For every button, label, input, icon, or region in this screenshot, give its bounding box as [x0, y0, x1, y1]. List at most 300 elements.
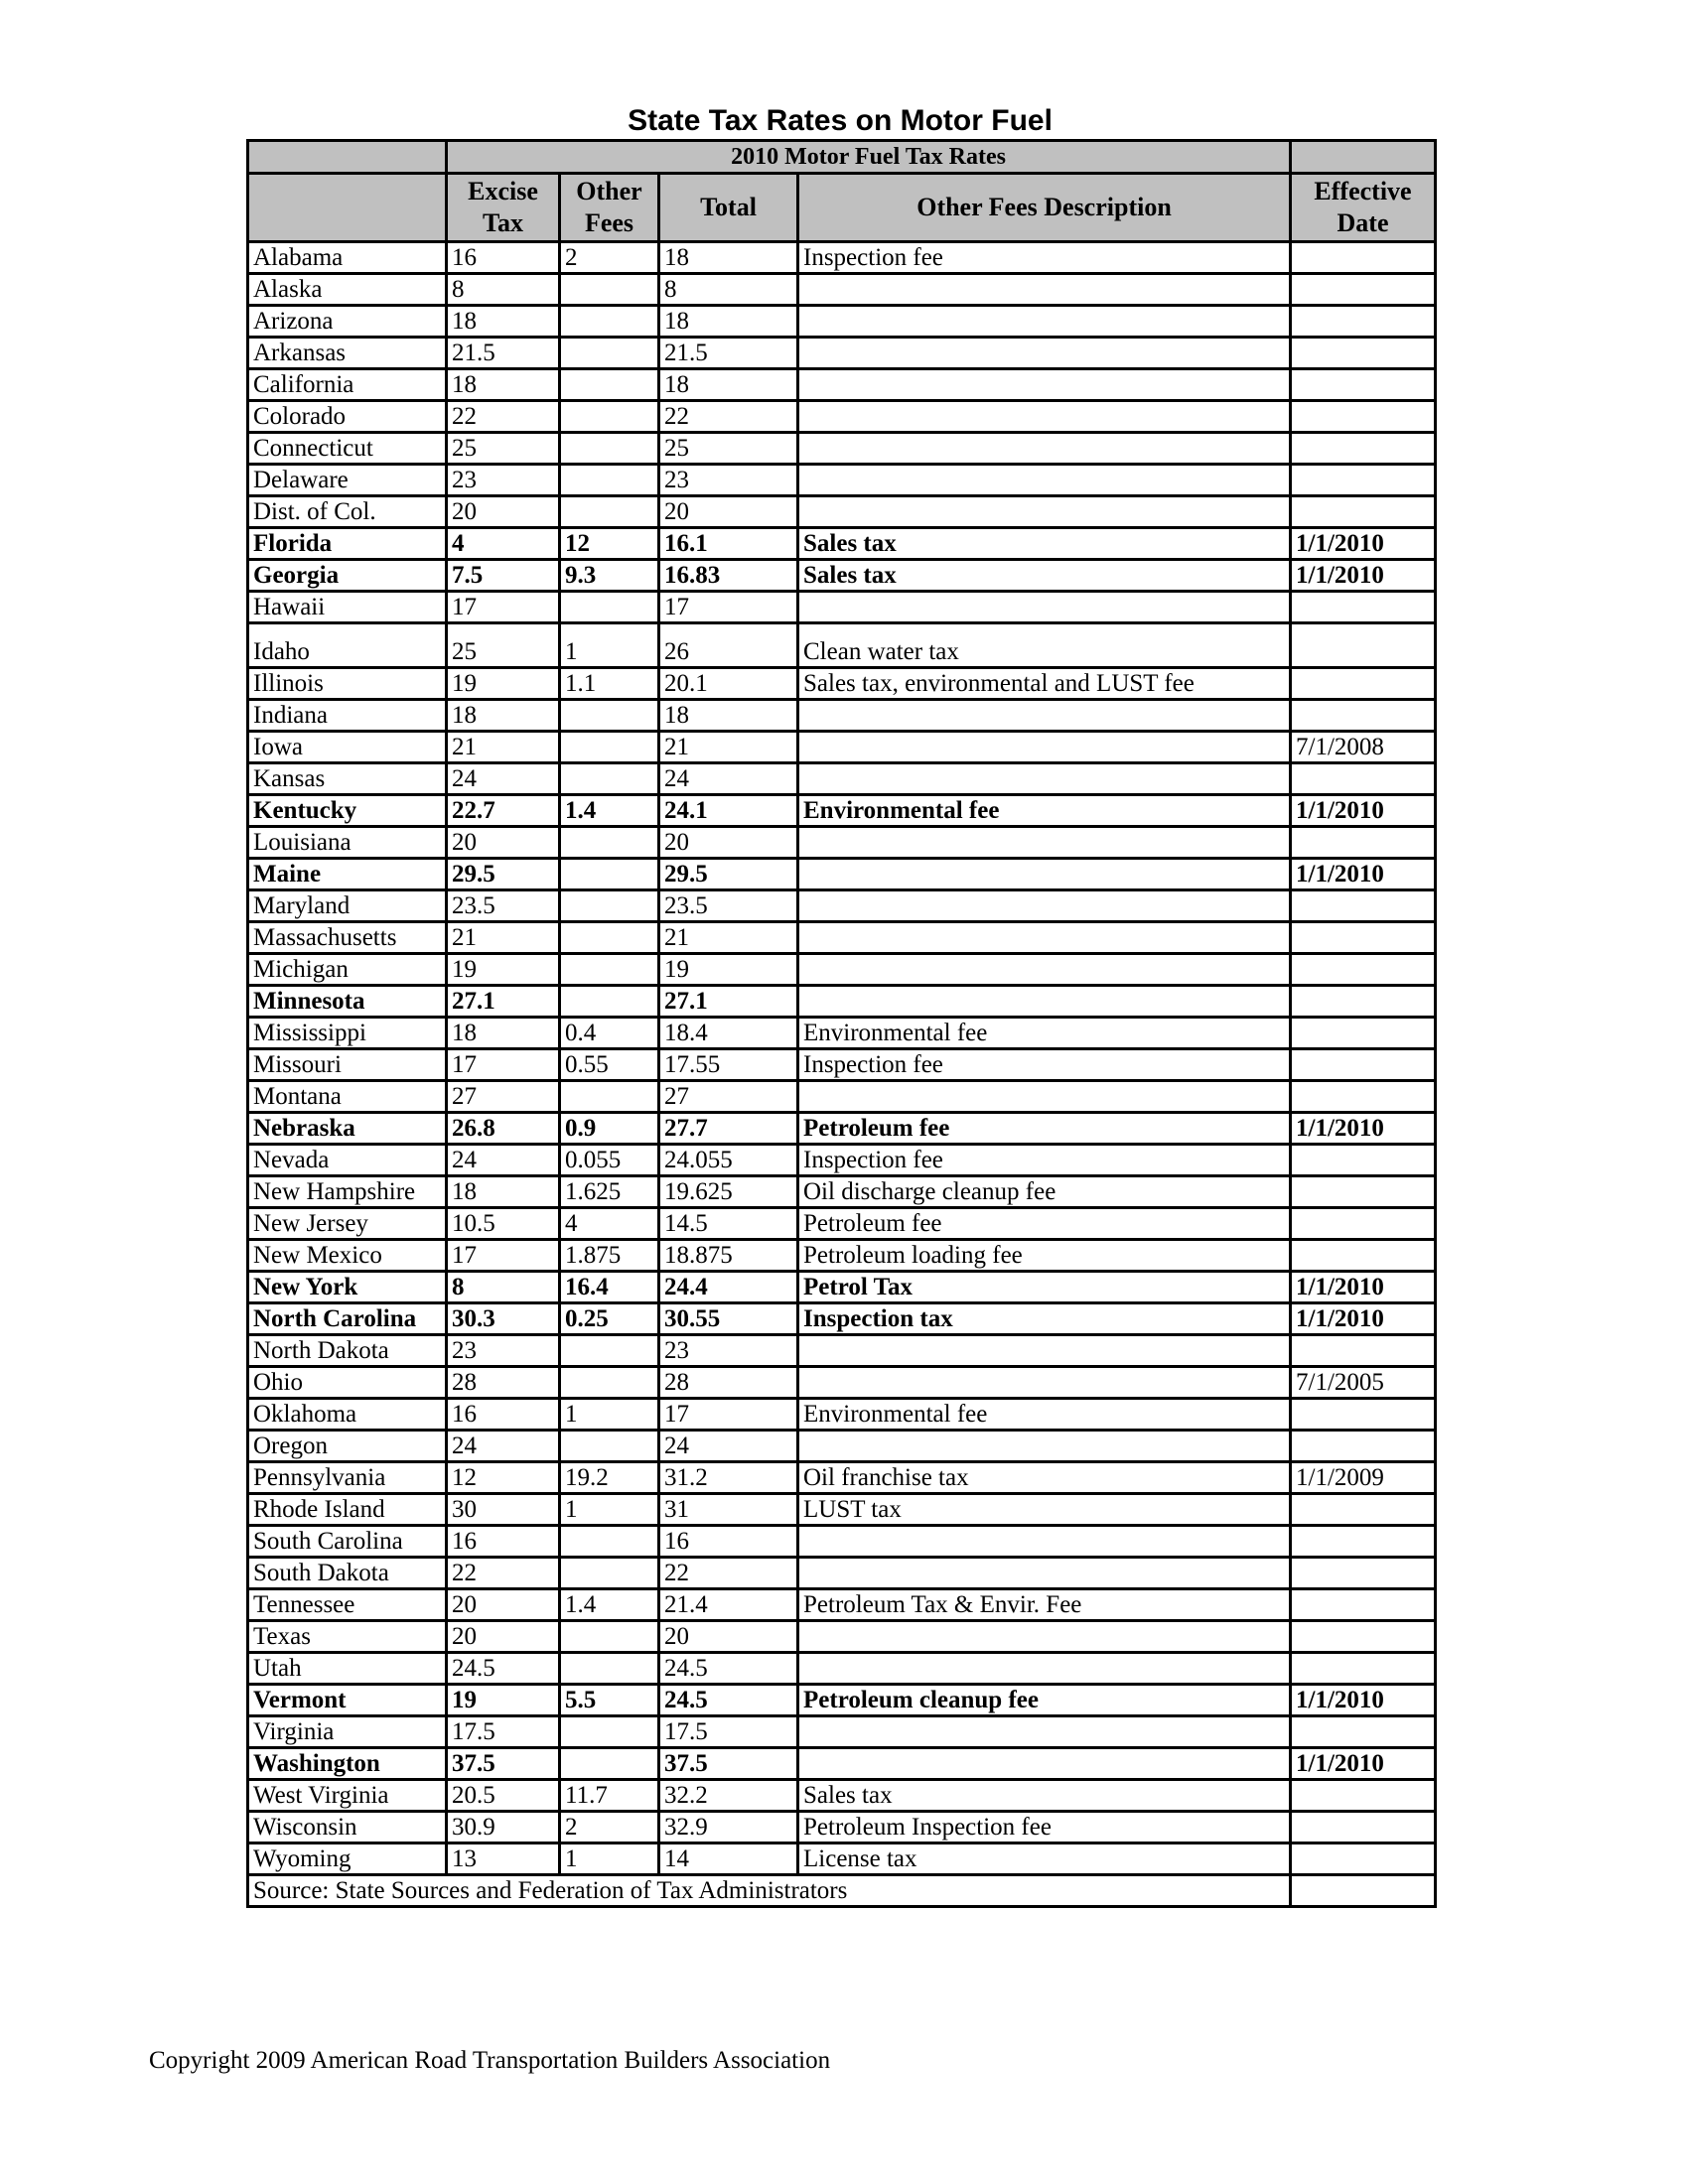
effective-date-cell: [1291, 700, 1436, 732]
column-header-row: [248, 174, 1436, 242]
excise-tax-cell: 20: [447, 1589, 560, 1621]
effective-date-cell: [1291, 1335, 1436, 1367]
other-fees-cell: [560, 890, 659, 922]
effective-date-cell: 7/1/2008: [1291, 732, 1436, 763]
excise-tax-cell: 17.5: [447, 1716, 560, 1748]
excise-tax-cell: 17: [447, 592, 560, 623]
effective-date-cell: 1/1/2009: [1291, 1462, 1436, 1494]
other-fees-cell: 12: [560, 528, 659, 560]
excise-tax-cell: 16: [447, 242, 560, 274]
state-cell: Arkansas: [248, 338, 447, 369]
table-row: [248, 922, 1436, 954]
state-cell: California: [248, 369, 447, 401]
state-cell: Minnesota: [248, 986, 447, 1018]
other-fees-cell: [560, 954, 659, 986]
effective-date-cell: 1/1/2010: [1291, 1303, 1436, 1335]
fee-description-cell: Sales tax: [798, 528, 1291, 560]
other-fees-cell: 4: [560, 1208, 659, 1240]
state-cell: Colorado: [248, 401, 447, 433]
excise-tax-cell: 17: [447, 1240, 560, 1272]
effective-date-cell: 1/1/2010: [1291, 1748, 1436, 1780]
table-row: [248, 1431, 1436, 1462]
other-fees-cell: [560, 274, 659, 306]
table-row: [248, 1526, 1436, 1558]
state-cell: Virginia: [248, 1716, 447, 1748]
other-fees-cell: [560, 1748, 659, 1780]
fee-description-cell: Petroleum Inspection fee: [798, 1812, 1291, 1843]
other-fees-cell: 0.9: [560, 1113, 659, 1145]
total-cell: 16.1: [659, 528, 798, 560]
total-cell: 22: [659, 1558, 798, 1589]
fee-description-cell: [798, 1653, 1291, 1685]
effective-date-cell: [1291, 1081, 1436, 1113]
table-row: [248, 1558, 1436, 1589]
other-fees-cell: 1.4: [560, 795, 659, 827]
group-header: 2010 Motor Fuel Tax Rates: [447, 141, 1291, 174]
effective-date-cell: [1291, 1208, 1436, 1240]
other-fees-cell: [560, 1431, 659, 1462]
total-cell: 18.875: [659, 1240, 798, 1272]
excise-tax-cell: 20.5: [447, 1780, 560, 1812]
other-fees-cell: 5.5: [560, 1685, 659, 1716]
effective-date-cell: [1291, 1558, 1436, 1589]
other-fees-cell: 1: [560, 623, 659, 668]
copyright-notice: Copyright 2009 American Road Transportation Builders Association: [149, 2047, 831, 2074]
effective-date-cell: [1291, 1621, 1436, 1653]
fee-description-cell: Inspection fee: [798, 1049, 1291, 1081]
table-row: [248, 1335, 1436, 1367]
state-cell: Massachusetts: [248, 922, 447, 954]
total-cell: 24.5: [659, 1685, 798, 1716]
effective-date-cell: [1291, 1018, 1436, 1049]
excise-tax-cell: 30: [447, 1494, 560, 1526]
total-cell: 24.055: [659, 1145, 798, 1176]
table-row: [248, 1589, 1436, 1621]
total-cell: 25: [659, 433, 798, 465]
fee-description-cell: [798, 1558, 1291, 1589]
state-cell: New Mexico: [248, 1240, 447, 1272]
fee-description-cell: [798, 306, 1291, 338]
effective-date-cell: [1291, 922, 1436, 954]
fee-description-cell: [798, 859, 1291, 890]
total-cell: 20: [659, 827, 798, 859]
effective-date-cell: [1291, 1653, 1436, 1685]
excise-tax-cell: 23: [447, 1335, 560, 1367]
table-row: [248, 700, 1436, 732]
table-row: [248, 859, 1436, 890]
fee-description-cell: [798, 592, 1291, 623]
total-cell: 21.5: [659, 338, 798, 369]
total-cell: 24.4: [659, 1272, 798, 1303]
fee-description-cell: [798, 827, 1291, 859]
total-cell: 17.5: [659, 1716, 798, 1748]
total-cell: 32.2: [659, 1780, 798, 1812]
state-cell: Illinois: [248, 668, 447, 700]
state-cell: Maryland: [248, 890, 447, 922]
state-cell: West Virginia: [248, 1780, 447, 1812]
state-cell: Rhode Island: [248, 1494, 447, 1526]
table-row: [248, 1494, 1436, 1526]
effective-date-cell: [1291, 1431, 1436, 1462]
excise-tax-cell: 27: [447, 1081, 560, 1113]
fee-description-cell: LUST tax: [798, 1494, 1291, 1526]
state-cell: Georgia: [248, 560, 447, 592]
effective-date-cell: [1291, 1716, 1436, 1748]
other-fees-cell: [560, 433, 659, 465]
other-fees-cell: [560, 338, 659, 369]
fee-description-cell: [798, 465, 1291, 496]
effective-date-cell: [1291, 763, 1436, 795]
other-fees-cell: [560, 465, 659, 496]
excise-tax-cell: 4: [447, 528, 560, 560]
effective-date-cell: [1291, 890, 1436, 922]
page-title: State Tax Rates on Motor Fuel: [628, 104, 1053, 137]
effective-date-cell: 1/1/2010: [1291, 1685, 1436, 1716]
fee-description-cell: [798, 1526, 1291, 1558]
effective-date-cell: [1291, 401, 1436, 433]
fee-description-cell: Environmental fee: [798, 1018, 1291, 1049]
state-cell: North Dakota: [248, 1335, 447, 1367]
excise-tax-cell: 21: [447, 922, 560, 954]
other-fees-cell: [560, 1367, 659, 1399]
effective-date-cell: [1291, 668, 1436, 700]
table-row: [248, 1748, 1436, 1780]
excise-tax-cell: 22: [447, 401, 560, 433]
other-fees-cell: 0.55: [560, 1049, 659, 1081]
other-fees-cell: [560, 1558, 659, 1589]
effective-date-cell: [1291, 433, 1436, 465]
fee-description-cell: [798, 338, 1291, 369]
state-cell: Connecticut: [248, 433, 447, 465]
effective-date-cell: 1/1/2010: [1291, 795, 1436, 827]
table-row: [248, 1272, 1436, 1303]
other-fees-cell: 0.055: [560, 1145, 659, 1176]
state-cell: Idaho: [248, 623, 447, 668]
excise-tax-cell: 19: [447, 668, 560, 700]
state-cell: Iowa: [248, 732, 447, 763]
total-cell: 18: [659, 700, 798, 732]
excise-tax-cell: 23.5: [447, 890, 560, 922]
other-fees-cell: 0.25: [560, 1303, 659, 1335]
fee-description-cell: [798, 1716, 1291, 1748]
effective-date-cell: [1291, 496, 1436, 528]
table-row: [248, 1399, 1436, 1431]
table-row: [248, 1018, 1436, 1049]
table-row: [248, 986, 1436, 1018]
state-cell: Michigan: [248, 954, 447, 986]
fee-description-cell: [798, 274, 1291, 306]
total-cell: 26: [659, 623, 798, 668]
excise-tax-cell: 22.7: [447, 795, 560, 827]
table-row: [248, 274, 1436, 306]
table-row: [248, 1176, 1436, 1208]
state-cell: Alaska: [248, 274, 447, 306]
state-cell: North Carolina: [248, 1303, 447, 1335]
fee-description-cell: [798, 700, 1291, 732]
table-row: [248, 1812, 1436, 1843]
excise-tax-cell: 21: [447, 732, 560, 763]
fee-description-cell: [798, 986, 1291, 1018]
other-fees-cell: 1.4: [560, 1589, 659, 1621]
excise-tax-cell: 25: [447, 623, 560, 668]
table-row: [248, 623, 1436, 668]
total-cell: 20: [659, 496, 798, 528]
effective-date-cell: [1291, 1494, 1436, 1526]
fee-description-cell: Petroleum loading fee: [798, 1240, 1291, 1272]
fee-description-cell: [798, 401, 1291, 433]
effective-date-cell: [1291, 1812, 1436, 1843]
source-note: Source: State Sources and Federation of Tax Administrators: [248, 1875, 1291, 1907]
total-cell: 18: [659, 306, 798, 338]
col-header-total: Total: [659, 174, 798, 242]
total-cell: 18: [659, 242, 798, 274]
other-fees-cell: 9.3: [560, 560, 659, 592]
state-cell: Maine: [248, 859, 447, 890]
total-cell: 27.1: [659, 986, 798, 1018]
col-header-excise-tax: Excise Tax: [447, 174, 560, 242]
other-fees-cell: 0.4: [560, 1018, 659, 1049]
total-cell: 27: [659, 1081, 798, 1113]
state-cell: Delaware: [248, 465, 447, 496]
table-row: [248, 1685, 1436, 1716]
table-row: [248, 1462, 1436, 1494]
fee-description-cell: Oil franchise tax: [798, 1462, 1291, 1494]
effective-date-cell: 1/1/2010: [1291, 859, 1436, 890]
state-cell: Missouri: [248, 1049, 447, 1081]
excise-tax-cell: 8: [447, 274, 560, 306]
fee-description-cell: [798, 1335, 1291, 1367]
table-row: [248, 1303, 1436, 1335]
state-cell: Oregon: [248, 1431, 447, 1462]
table-body: [248, 242, 1436, 1875]
total-cell: 22: [659, 401, 798, 433]
state-cell: Oklahoma: [248, 1399, 447, 1431]
total-cell: 17: [659, 1399, 798, 1431]
other-fees-cell: [560, 732, 659, 763]
total-cell: 29.5: [659, 859, 798, 890]
fee-description-cell: Inspection fee: [798, 242, 1291, 274]
header-blank-cell: [1291, 141, 1436, 174]
other-fees-cell: [560, 1621, 659, 1653]
excise-tax-cell: 22: [447, 1558, 560, 1589]
other-fees-cell: 1: [560, 1843, 659, 1875]
fee-description-cell: [798, 1431, 1291, 1462]
source-row: [248, 1875, 1436, 1907]
other-fees-cell: 1.1: [560, 668, 659, 700]
excise-tax-cell: 16: [447, 1399, 560, 1431]
other-fees-cell: [560, 700, 659, 732]
table-row: [248, 1780, 1436, 1812]
total-cell: 17: [659, 592, 798, 623]
fee-description-cell: [798, 954, 1291, 986]
effective-date-cell: [1291, 1526, 1436, 1558]
state-cell: Ohio: [248, 1367, 447, 1399]
other-fees-cell: [560, 1081, 659, 1113]
total-cell: 8: [659, 274, 798, 306]
total-cell: 16.83: [659, 560, 798, 592]
total-cell: 20.1: [659, 668, 798, 700]
table-row: [248, 795, 1436, 827]
effective-date-cell: [1291, 338, 1436, 369]
other-fees-cell: 1: [560, 1494, 659, 1526]
total-cell: 21.4: [659, 1589, 798, 1621]
motor-fuel-tax-table: [246, 139, 1437, 1908]
effective-date-cell: [1291, 592, 1436, 623]
total-cell: 24: [659, 1431, 798, 1462]
excise-tax-cell: 24: [447, 763, 560, 795]
fee-description-cell: Environmental fee: [798, 795, 1291, 827]
effective-date-cell: [1291, 954, 1436, 986]
fee-description-cell: Inspection tax: [798, 1303, 1291, 1335]
table-row: [248, 306, 1436, 338]
total-cell: 24: [659, 763, 798, 795]
total-cell: 28: [659, 1367, 798, 1399]
excise-tax-cell: 16: [447, 1526, 560, 1558]
fee-description-cell: Petroleum Tax & Envir. Fee: [798, 1589, 1291, 1621]
table-row: [248, 954, 1436, 986]
excise-tax-cell: 20: [447, 496, 560, 528]
col-header-description: Other Fees Description: [798, 174, 1291, 242]
excise-tax-cell: 23: [447, 465, 560, 496]
fee-description-cell: Petroleum fee: [798, 1113, 1291, 1145]
state-cell: New Jersey: [248, 1208, 447, 1240]
fee-description-cell: Sales tax: [798, 560, 1291, 592]
state-cell: Florida: [248, 528, 447, 560]
excise-tax-cell: 18: [447, 1176, 560, 1208]
table-row: [248, 465, 1436, 496]
effective-date-cell: 1/1/2010: [1291, 528, 1436, 560]
table-row: [248, 732, 1436, 763]
table-row: [248, 890, 1436, 922]
other-fees-cell: 2: [560, 1812, 659, 1843]
effective-date-cell: [1291, 1176, 1436, 1208]
other-fees-cell: 1.625: [560, 1176, 659, 1208]
effective-date-cell: [1291, 306, 1436, 338]
other-fees-cell: 1: [560, 1399, 659, 1431]
excise-tax-cell: 20: [447, 1621, 560, 1653]
excise-tax-cell: 26.8: [447, 1113, 560, 1145]
excise-tax-cell: 24: [447, 1145, 560, 1176]
state-cell: Washington: [248, 1748, 447, 1780]
excise-tax-cell: 8: [447, 1272, 560, 1303]
other-fees-cell: [560, 369, 659, 401]
effective-date-cell: 1/1/2010: [1291, 1113, 1436, 1145]
excise-tax-cell: 18: [447, 369, 560, 401]
table-row: [248, 763, 1436, 795]
state-cell: Texas: [248, 1621, 447, 1653]
fee-description-cell: Petroleum cleanup fee: [798, 1685, 1291, 1716]
other-fees-cell: [560, 986, 659, 1018]
table-row: [248, 496, 1436, 528]
table-row: [248, 1653, 1436, 1685]
table-row: [248, 1621, 1436, 1653]
total-cell: 27.7: [659, 1113, 798, 1145]
other-fees-cell: [560, 827, 659, 859]
total-cell: 18: [659, 369, 798, 401]
excise-tax-cell: 18: [447, 1018, 560, 1049]
total-cell: 23.5: [659, 890, 798, 922]
state-cell: Tennessee: [248, 1589, 447, 1621]
other-fees-cell: 16.4: [560, 1272, 659, 1303]
excise-tax-cell: 18: [447, 700, 560, 732]
excise-tax-cell: 24: [447, 1431, 560, 1462]
excise-tax-cell: 30.9: [447, 1812, 560, 1843]
total-cell: 19.625: [659, 1176, 798, 1208]
effective-date-cell: [1291, 1240, 1436, 1272]
total-cell: 18.4: [659, 1018, 798, 1049]
fee-description-cell: [798, 890, 1291, 922]
table-row: [248, 1081, 1436, 1113]
other-fees-cell: [560, 763, 659, 795]
other-fees-cell: [560, 306, 659, 338]
fee-description-cell: Petrol Tax: [798, 1272, 1291, 1303]
effective-date-cell: 1/1/2010: [1291, 560, 1436, 592]
total-cell: 23: [659, 465, 798, 496]
other-fees-cell: [560, 1716, 659, 1748]
table-row: [248, 560, 1436, 592]
excise-tax-cell: 18: [447, 306, 560, 338]
effective-date-cell: [1291, 465, 1436, 496]
header-blank-cell: [248, 174, 447, 242]
excise-tax-cell: 24.5: [447, 1653, 560, 1685]
state-cell: Arizona: [248, 306, 447, 338]
state-cell: Indiana: [248, 700, 447, 732]
excise-tax-cell: 7.5: [447, 560, 560, 592]
fee-description-cell: [798, 732, 1291, 763]
excise-tax-cell: 12: [447, 1462, 560, 1494]
fee-description-cell: [798, 763, 1291, 795]
fee-description-cell: License tax: [798, 1843, 1291, 1875]
state-cell: Wisconsin: [248, 1812, 447, 1843]
total-cell: 14.5: [659, 1208, 798, 1240]
state-cell: Kansas: [248, 763, 447, 795]
effective-date-cell: 1/1/2010: [1291, 1272, 1436, 1303]
other-fees-cell: 2: [560, 242, 659, 274]
table-row: [248, 1049, 1436, 1081]
effective-date-cell: [1291, 274, 1436, 306]
fee-description-cell: [798, 433, 1291, 465]
state-cell: Alabama: [248, 242, 447, 274]
total-cell: 32.9: [659, 1812, 798, 1843]
state-cell: Nebraska: [248, 1113, 447, 1145]
table-row: [248, 1367, 1436, 1399]
fee-description-cell: [798, 496, 1291, 528]
source-blank-cell: [1291, 1875, 1436, 1907]
effective-date-cell: [1291, 1843, 1436, 1875]
state-cell: Louisiana: [248, 827, 447, 859]
excise-tax-cell: 27.1: [447, 986, 560, 1018]
other-fees-cell: [560, 592, 659, 623]
total-cell: 30.55: [659, 1303, 798, 1335]
state-cell: South Carolina: [248, 1526, 447, 1558]
table-row: [248, 401, 1436, 433]
other-fees-cell: [560, 922, 659, 954]
state-cell: New Hampshire: [248, 1176, 447, 1208]
total-cell: 24.5: [659, 1653, 798, 1685]
total-cell: 31.2: [659, 1462, 798, 1494]
total-cell: 37.5: [659, 1748, 798, 1780]
table-row: [248, 242, 1436, 274]
group-header-row: [248, 141, 1436, 174]
total-cell: 24.1: [659, 795, 798, 827]
total-cell: 16: [659, 1526, 798, 1558]
fee-description-cell: Oil discharge cleanup fee: [798, 1176, 1291, 1208]
col-header-other-fees: Other Fees: [560, 174, 659, 242]
other-fees-cell: 11.7: [560, 1780, 659, 1812]
fee-description-cell: Inspection fee: [798, 1145, 1291, 1176]
fee-description-cell: Sales tax, environmental and LUST fee: [798, 668, 1291, 700]
fee-description-cell: [798, 1748, 1291, 1780]
